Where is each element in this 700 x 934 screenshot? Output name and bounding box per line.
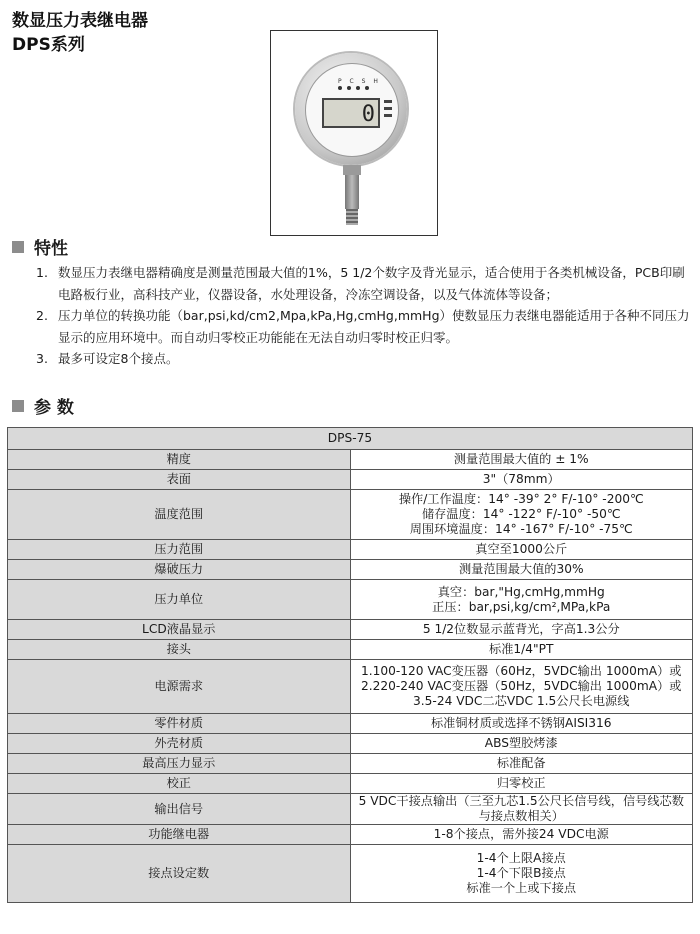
table-row — [8, 845, 693, 903]
param-value — [350, 794, 693, 825]
product-photo — [270, 30, 438, 236]
table-row — [8, 450, 693, 470]
param-value-line: 2.220-240 VAC变压器（50Hz，5VDC输出 1000mA）或 — [361, 679, 682, 693]
param-value — [350, 660, 693, 714]
param-label: 爆破压力 — [8, 560, 351, 580]
gauge-neck — [343, 165, 361, 175]
param-value-line: 真空至1000公斤 — [475, 542, 568, 556]
param-value — [350, 470, 693, 490]
param-value-line: ABS塑胶烤漆 — [484, 736, 558, 750]
table-row — [8, 794, 693, 825]
params-table — [7, 427, 693, 903]
table-row — [8, 754, 693, 774]
features-heading — [12, 234, 68, 259]
gauge-thread — [346, 209, 358, 225]
table-row — [8, 774, 693, 794]
list-item — [36, 305, 691, 348]
param-label: 接点设定数 — [8, 845, 351, 903]
item-text: 数显压力表继电器精确度是测量范围最大值的1%，5 1/2个数字及背光显示，适合使用于各类机械设备，PCB印刷电路板行业，高科技产业，仪器设备，水处理设备，冷冻空调设备，以及气体流体等设备； — [58, 265, 685, 302]
param-value — [350, 754, 693, 774]
param-label: 接头 — [8, 640, 351, 660]
params-heading-text: 参 数 — [34, 398, 74, 418]
features-heading-text: 特性 — [34, 239, 68, 259]
lcd-display: 0 — [322, 98, 380, 128]
param-value-line: 标准1/4"PT — [489, 642, 554, 656]
param-value-line: 5 VDC干接点输出（三至九芯1.5公尺长信号线，信号线芯数与接点数相关） — [358, 794, 684, 823]
param-value — [350, 490, 693, 540]
param-value-line: 周围环境温度：14° -167° F/-10° -75℃ — [409, 522, 633, 536]
square-bullet-icon — [12, 241, 24, 253]
item-text: 压力单位的转换功能（bar,psi,kd/cm2,Mpa,kPa,Hg,cmHg,mmHg）使数显压力表继电器能适用于各种不同压力显示的应用环境中。而自动归零校正功能能在无法自动归零时校正归零。 — [58, 308, 690, 345]
page-subtitle: DPS系列 — [12, 35, 85, 55]
param-label: 最高压力显示 — [8, 754, 351, 774]
param-value-line: 3.5-24 VDC二芯VDC 1.5公尺长电源线 — [413, 694, 630, 708]
param-label: 输出信号 — [8, 794, 351, 825]
led-indicators — [338, 86, 369, 90]
param-value-line: 真空：bar,"Hg,cmHg,mmHg — [437, 584, 605, 599]
param-value-line: 1.100-120 VAC变压器（60Hz，5VDC输出 1000mA）或 — [361, 664, 682, 678]
gauge-stem — [345, 175, 359, 209]
table-row — [8, 620, 693, 640]
param-value-line: 测量范围最大值的 ± 1% — [453, 452, 589, 466]
param-value — [350, 540, 693, 560]
param-value-line: 标准配备 — [496, 756, 546, 770]
param-value — [350, 450, 693, 470]
param-label: 校正 — [8, 774, 351, 794]
param-value-line: 标准一个上或下接点 — [466, 881, 577, 895]
features-list — [36, 262, 691, 370]
table-row — [8, 660, 693, 714]
param-value — [350, 774, 693, 794]
table-row — [8, 734, 693, 754]
param-value — [350, 714, 693, 734]
gauge-body — [295, 53, 407, 165]
param-value-line: 测量范围最大值的30% — [458, 562, 584, 576]
param-label: 零件材质 — [8, 714, 351, 734]
param-value — [350, 845, 693, 903]
param-value-line: 1-8个接点，需外接24 VDC电源 — [433, 827, 609, 841]
item-number: 1. — [36, 265, 48, 280]
table-row — [8, 640, 693, 660]
param-value-line: 正压：bar,psi,kg/cm²,MPa,kPa — [432, 599, 611, 614]
param-value-line: 1-4个下限B接点 — [476, 866, 566, 880]
param-value — [350, 734, 693, 754]
param-label: 精度 — [8, 450, 351, 470]
param-label: LCD液晶显示 — [8, 620, 351, 640]
param-value-line: 5 1/2位数显示蓝背光，字高1.3公分 — [422, 622, 620, 636]
param-value-line: 储存温度：14° -122° F/-10° -50℃ — [421, 507, 621, 521]
gauge-face — [305, 63, 399, 157]
param-label: 压力单位 — [8, 580, 351, 620]
param-value — [350, 580, 693, 620]
table-row — [8, 490, 693, 540]
table-row — [8, 580, 693, 620]
param-value — [350, 560, 693, 580]
param-label: 表面 — [8, 470, 351, 490]
param-value-line: 标准铜材质或选择不锈钢AISI316 — [430, 716, 612, 730]
param-value — [350, 620, 693, 640]
params-heading — [12, 393, 74, 418]
gauge-buttons — [384, 100, 392, 117]
item-number: 2. — [36, 308, 48, 323]
item-number: 3. — [36, 351, 48, 366]
param-label: 外壳材质 — [8, 734, 351, 754]
table-row — [8, 825, 693, 845]
page-title: 数显压力表继电器 — [12, 11, 148, 31]
model-cell: DPS-75 — [8, 428, 693, 450]
param-label: 温度范围 — [8, 490, 351, 540]
param-value-line: 1-4个上限A接点 — [476, 851, 566, 865]
param-value — [350, 825, 693, 845]
param-value-line: 归零校正 — [496, 776, 546, 790]
item-text: 最多可设定8个接点。 — [58, 351, 179, 366]
square-bullet-icon — [12, 400, 24, 412]
table-row — [8, 560, 693, 580]
list-item — [36, 348, 691, 370]
table-row — [8, 470, 693, 490]
table-row — [8, 714, 693, 734]
param-label: 电源需求 — [8, 660, 351, 714]
table-row — [8, 540, 693, 560]
param-label: 压力范围 — [8, 540, 351, 560]
param-label: 功能继电器 — [8, 825, 351, 845]
param-value-line: 3"（78mm） — [482, 472, 560, 486]
list-item — [36, 262, 691, 305]
param-value-line: 操作/工作温度：14° -39° 2° F/-10° -200℃ — [398, 492, 644, 506]
param-value — [350, 640, 693, 660]
table-header-row — [8, 428, 693, 450]
led-labels: P C S H — [338, 78, 381, 85]
